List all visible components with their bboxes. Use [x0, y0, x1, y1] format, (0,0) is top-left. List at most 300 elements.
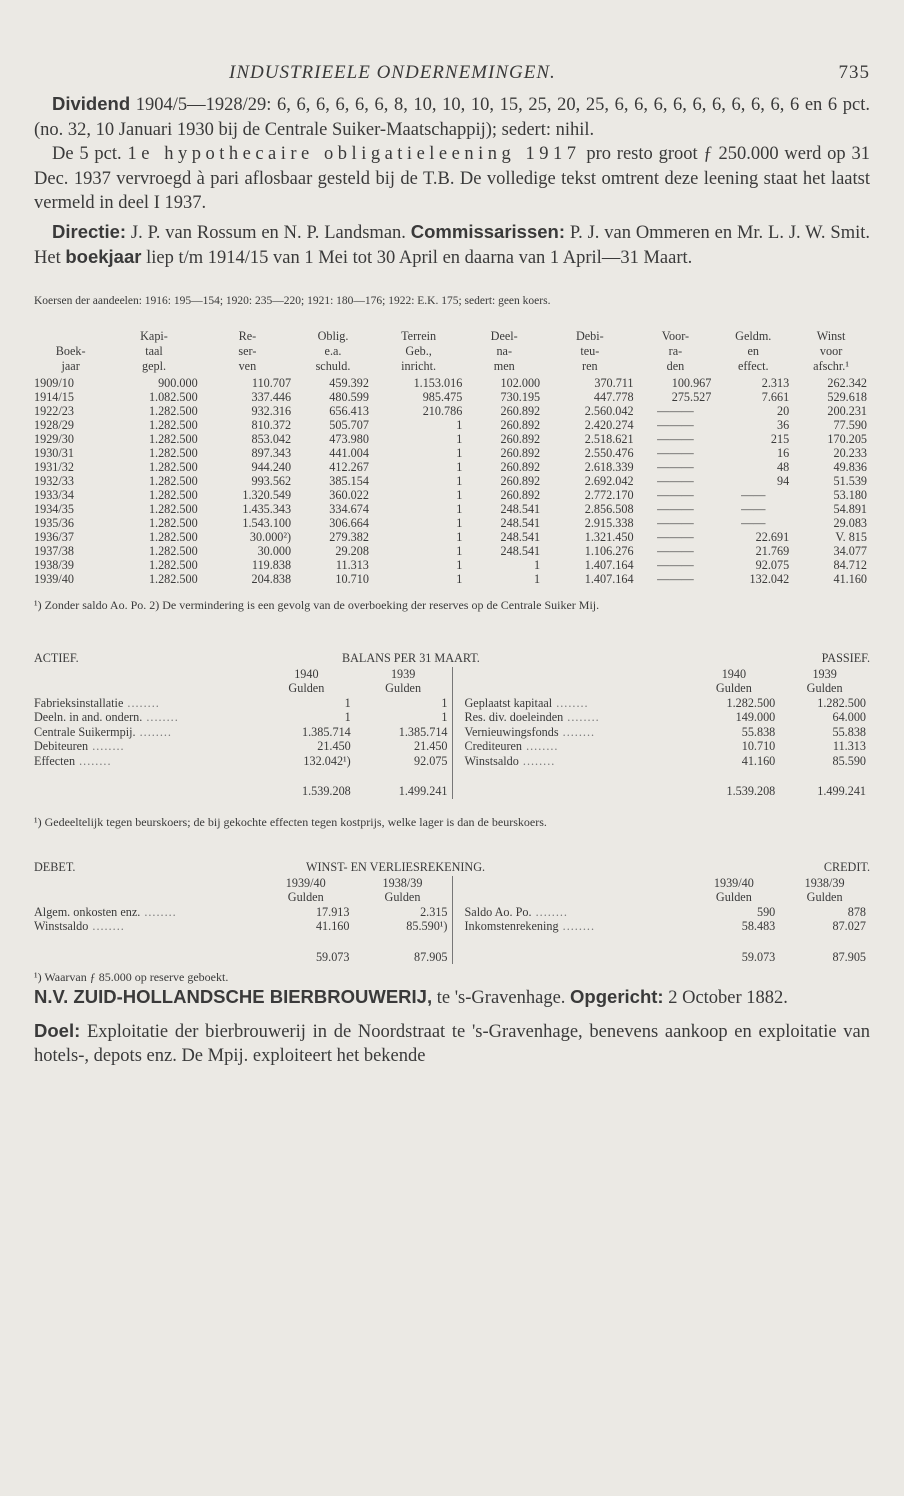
table-cell: 1.282.500 [148, 557, 198, 572]
spacer-cell [465, 876, 689, 891]
table-footnote: ¹) Zonder saldo Ao. Po. 2) De vermindering is een gevolg van de overboeking der reserves op de Centrale Suiker Mij. [34, 597, 600, 612]
table-row [34, 558, 870, 572]
directie-paragraph [34, 220, 870, 271]
ledger-value: 41.160 [741, 753, 776, 768]
ledger-row [34, 739, 452, 754]
lening-paragraph [34, 142, 870, 216]
table-cell: 412.267 [329, 459, 369, 474]
ledger-label: Res. div. doeleinden [464, 710, 564, 724]
table-cell: 1 [456, 529, 463, 544]
credit-side [452, 876, 871, 965]
ledger-label: Centrale Suikermpij. [34, 724, 136, 739]
ledger-label-cell [34, 919, 258, 934]
total-value: 1.539.208 [726, 784, 776, 798]
column-header: voor [819, 343, 843, 358]
year-header: 1938/39 [804, 875, 845, 890]
ledger-row [465, 739, 871, 754]
actief-table [34, 667, 452, 799]
year-header: 1939 [390, 666, 416, 681]
table-cell: 53.180 [833, 487, 867, 502]
table-cell: 210.786 [422, 403, 463, 418]
boekjaar-label: boekjaar [65, 246, 142, 267]
table-cell: 1922/23 [34, 403, 74, 418]
ledger-value: 878 [847, 904, 866, 919]
table-cell: ——— [657, 515, 694, 530]
table-cell: 1909/10 [34, 375, 74, 390]
unit-row [465, 681, 871, 696]
ledger-value: 590 [756, 904, 776, 919]
table-cell: 1929/30 [34, 431, 74, 446]
table-cell: 1.282.500 [148, 501, 198, 516]
year-row [465, 667, 871, 682]
table-cell: ——— [657, 445, 694, 460]
table-cell: 92.075 [755, 557, 790, 572]
table-cell: 459.392 [329, 375, 369, 390]
column-header: e.a. [324, 343, 342, 358]
spacer-cell [34, 890, 258, 905]
table-cell: 1938/39 [34, 557, 74, 572]
opgericht-text: 2 October 1882. [663, 988, 788, 1008]
table-cell: 853.042 [251, 431, 292, 446]
balans-title: BALANS PER 31 MAART. [342, 650, 480, 665]
table-cell: 49.836 [833, 459, 867, 474]
total-row [34, 768, 452, 799]
unit-header: Gulden [715, 890, 752, 904]
table-cell: 20.233 [833, 445, 867, 460]
table-cell: 1.282.500 [148, 417, 198, 432]
column-header: afschr.¹ [813, 358, 849, 373]
column-header: Oblig. [317, 328, 349, 343]
table-cell: 1.435.343 [242, 501, 292, 516]
table-cell: 385.154 [329, 473, 369, 488]
table-cell: 260.892 [500, 403, 541, 418]
spacer-cell [34, 667, 258, 682]
ledger-label-cell [465, 696, 689, 711]
table-header [34, 329, 870, 374]
column-header: taal [145, 343, 163, 358]
table-cell: ——— [657, 487, 694, 502]
column-header: Boek- [55, 343, 86, 358]
ledger-value: 1.385.714 [302, 724, 351, 739]
total-value: 1.539.208 [302, 784, 351, 798]
year-row [34, 876, 452, 891]
ledger-row [465, 754, 871, 769]
table-row [34, 374, 870, 390]
company-name: N.V. ZUID-HOLLANDSCHE BIERBROUWERIJ, [34, 986, 433, 1007]
table-cell: 36 [776, 417, 790, 432]
leader-dots: ........ [563, 710, 600, 724]
leader-dots: ........ [135, 724, 172, 739]
doel-paragraph [34, 1019, 870, 1069]
table-cell: 1.321.450 [584, 529, 634, 544]
table-cell: 480.599 [329, 389, 369, 404]
credit-title: CREDIT. [823, 859, 870, 874]
ledger-value: 85.590¹) [406, 919, 448, 933]
zuid-paragraph [34, 985, 870, 1011]
table-cell: 260.892 [500, 431, 541, 446]
column-header: ser- [238, 343, 257, 358]
table-row [34, 488, 870, 502]
table-cell: 1939/40 [34, 571, 74, 586]
koersen-line: Koersen der aandeelen: 1916: 195—154; 1920: 235—220; 1921: 180—176; 1922: E.K. 175; sedert: geen koers. [34, 294, 551, 307]
winst-title: WINST- EN VERLIESREKENING. [306, 859, 486, 874]
spacer-cell [465, 934, 689, 965]
table-cell: 944.240 [251, 459, 292, 474]
table-cell: 7.661 [761, 389, 790, 404]
table-cell: 1.282.500 [148, 529, 198, 544]
table-cell: 260.892 [500, 473, 541, 488]
ledger-label-cell [465, 710, 689, 725]
table-cell: ——— [657, 529, 694, 544]
ledger-value: 41.160 [315, 919, 350, 933]
year-row [34, 667, 452, 682]
column-header: ven [238, 358, 257, 373]
spacer-cell [465, 890, 689, 905]
total-row [34, 934, 452, 965]
unit-row [465, 890, 871, 905]
table-cell: 54.891 [833, 501, 867, 516]
ledger-value: 1.282.500 [817, 695, 866, 710]
table-body [34, 374, 870, 586]
table-cell: 260.892 [500, 459, 541, 474]
leader-dots: ........ [140, 904, 177, 919]
spacer-cell [465, 681, 689, 696]
doel-text: Exploitatie der bierbrouwerij in de Noordstraat te 's-Gravenhage, benevens aankoop en exploitatie van hotels-, depots enz. De Mpij. exploiteert het bekende [34, 1021, 870, 1066]
column-header: Kapi- [140, 328, 168, 343]
table-cell: 1 [456, 487, 463, 502]
section-title: INDUSTRIEELE ONDERNEMINGEN. [229, 62, 556, 83]
table-row [34, 516, 870, 530]
column-header: ren [582, 358, 598, 373]
ledger-label: Debiteuren [34, 739, 89, 753]
table-cell: 51.539 [833, 473, 867, 488]
table-cell: 1.282.500 [148, 403, 198, 418]
ledger-label: Saldo Ao. Po. [464, 904, 532, 919]
table-cell: 473.980 [329, 431, 369, 446]
company-location: te 's-Gravenhage. [432, 988, 571, 1008]
table-cell: 1935/36 [34, 515, 74, 530]
actief-title: ACTIEF. [34, 650, 79, 665]
ledger-label: Effecten [34, 753, 76, 768]
directie-label: Directie: [52, 220, 127, 242]
table-row [34, 474, 870, 488]
ledger-row [34, 725, 452, 740]
passief-table [465, 667, 871, 799]
column-header: en [747, 343, 759, 358]
commissarissen-names: P. J. van Ommeren en Mr. L. J. W. Smit. Het [34, 222, 870, 268]
unit-header: Gulden [806, 681, 843, 695]
table-row [34, 572, 870, 586]
column-header: Geb., [405, 343, 432, 358]
table-cell: 29.083 [833, 515, 867, 530]
table-cell: 1.282.500 [148, 473, 198, 488]
ledger-row [34, 710, 452, 725]
column-header: ra- [668, 343, 683, 358]
column-header: inricht. [401, 358, 437, 373]
table-cell: 215 [770, 431, 790, 446]
leader-dots: ........ [558, 724, 596, 739]
table-cell: 1.407.164 [584, 557, 634, 572]
column-header: Re- [238, 328, 257, 343]
ledger-value: 1 [344, 695, 351, 710]
table-cell: 20 [776, 403, 790, 418]
column-header: schuld. [315, 358, 351, 373]
ledger-value: 149.000 [735, 710, 776, 724]
table-cell: 337.446 [251, 389, 292, 404]
table-cell: 985.475 [422, 389, 463, 404]
table-cell: 100.967 [671, 375, 712, 390]
table-cell: 1934/35 [34, 501, 74, 516]
year-header: 1939 [812, 666, 837, 681]
passief-side [452, 667, 871, 799]
leader-dots: ........ [123, 695, 160, 710]
table-cell: ——— [657, 459, 694, 474]
spacer-cell [465, 667, 689, 682]
ledger-value: 11.313 [832, 739, 866, 753]
dividend-text: 1904/5—1928/29: 6, 6, 6, 6, 6, 6, 8, 10, 10, 10, 15, 25, 20, 25, 6, 6, 6, 6, 6, 6, 6, 6, 6, 6 en 6 pct. (no. 32, 10 Januari 1930 bij de Centrale Suiker-Maatschappij); sedert: nihil. [34, 95, 870, 140]
table-cell: V. 815 [835, 529, 867, 544]
table-cell: 1.282.500 [148, 515, 198, 530]
actief-side [34, 667, 452, 799]
year-header: 1940 [294, 666, 319, 681]
ledger-value: 1.385.714 [398, 724, 448, 739]
ledger-row [465, 710, 871, 725]
ledger-label-cell [465, 725, 689, 740]
table-cell: 306.664 [329, 515, 369, 530]
total-value: 1.499.241 [398, 784, 448, 798]
total-row [465, 934, 871, 965]
unit-header: Gulden [384, 890, 421, 904]
table-cell: 260.892 [500, 445, 541, 460]
ledger-value: 21.450 [317, 739, 351, 753]
table-cell: 48 [776, 459, 790, 474]
table-cell: 30.000 [257, 543, 292, 558]
column-header: jaar [61, 358, 80, 373]
ledger-label-cell [34, 754, 258, 769]
column-header: Terrein [401, 328, 437, 343]
ledger-label: Vernieuwingsfonds [464, 724, 559, 739]
table-cell: 2.692.042 [584, 473, 634, 488]
ledger-row [465, 905, 871, 920]
total-value: 87.905 [413, 949, 448, 964]
table-cell: 1 [456, 515, 463, 530]
doel-label: Doel: [34, 1019, 81, 1041]
balans-footnote: ¹) Gedeeltelijk tegen beurskoers; de bij gekochte effecten tegen kostprijs, welke lager is dan de beurskoers. [34, 814, 547, 829]
ledger-value: 10.710 [741, 739, 776, 753]
directie-names: J. P. van Rossum en N. P. Landsman. [126, 222, 411, 243]
table-cell: 993.562 [251, 473, 292, 488]
table-cell: 16 [776, 445, 790, 460]
table-cell: 2.856.508 [584, 501, 634, 516]
table-cell: 2.518.621 [584, 431, 634, 446]
table-cell: 260.892 [500, 487, 541, 502]
table-cell: ——— [657, 417, 694, 432]
table-row [34, 432, 870, 446]
table-cell: 1 [456, 473, 463, 488]
ledger-label-cell [465, 739, 689, 754]
table-cell: 260.892 [500, 417, 541, 432]
table-cell: 2.550.476 [584, 445, 634, 460]
table-cell: 1 [456, 417, 463, 432]
table-cell: 2.420.274 [584, 417, 634, 432]
ledger-value: 85.590 [832, 753, 866, 768]
table-cell: 730.195 [500, 389, 541, 404]
ledger-label-cell [34, 725, 258, 740]
table-cell: 1928/29 [34, 417, 74, 432]
unit-header: Gulden [385, 681, 422, 695]
table-cell: —— [741, 487, 766, 502]
leader-dots: ........ [531, 904, 568, 919]
table-cell: ——— [657, 571, 694, 586]
table-cell: ——— [657, 557, 694, 572]
table-row [34, 404, 870, 418]
table-cell: 77.590 [833, 417, 867, 432]
table-cell: 84.712 [833, 557, 867, 572]
table-cell: 441.004 [329, 445, 369, 460]
table-cell: 1933/34 [34, 487, 74, 502]
ledger-value: 58.483 [741, 919, 776, 933]
table-cell: 34.077 [833, 543, 867, 558]
ledger-label: Algem. onkosten enz. [34, 904, 141, 919]
unit-row [34, 890, 452, 905]
commissarissen-label: Commissarissen: [410, 220, 565, 242]
ledger-value: 17.913 [315, 904, 350, 919]
table-cell: 170.205 [827, 431, 867, 446]
table-row [34, 446, 870, 460]
spacer-cell [465, 768, 689, 799]
credit-table [465, 876, 871, 965]
table-cell: 932.316 [251, 403, 292, 418]
table-cell: 1 [534, 571, 541, 586]
column-header: na- [496, 343, 512, 358]
ledger-value: 2.315 [420, 904, 448, 919]
table-cell: 102.000 [500, 375, 541, 390]
column-header: Geldm. [735, 328, 772, 343]
ledger-label: Fabrieksinstallatie [34, 695, 124, 710]
unit-header: Gulden [287, 890, 324, 904]
column-header: den [666, 358, 685, 373]
table-cell: 1.407.164 [584, 571, 634, 586]
table-cell: 1.282.500 [148, 445, 198, 460]
table-cell: 1.282.500 [148, 459, 198, 474]
column-header: teu- [580, 343, 600, 358]
spacer-cell [34, 934, 258, 965]
table-cell: 22.691 [755, 529, 790, 544]
leader-dots: ........ [522, 739, 559, 753]
winst-section [34, 860, 870, 986]
table-cell: 1.543.100 [242, 515, 292, 530]
table-cell: 2.915.338 [584, 515, 634, 530]
page-number: 735 [838, 62, 870, 83]
page [34, 58, 870, 1069]
table-cell: 1 [456, 543, 463, 558]
table-row [34, 530, 870, 544]
ledger-value: 21.450 [413, 739, 448, 753]
debet-title: DEBET. [34, 859, 76, 874]
leader-dots: ........ [88, 919, 125, 933]
passief-title: PASSIEF. [821, 650, 870, 665]
total-value: 59.073 [741, 949, 776, 964]
leader-dots: ........ [552, 695, 589, 710]
table-cell: 29.208 [335, 543, 369, 558]
table-cell: 1 [456, 431, 463, 446]
ledger-value: 1 [441, 695, 448, 710]
table-cell: 900.000 [158, 375, 198, 390]
table-cell: 132.042 [749, 571, 790, 586]
opgericht-label: Opgericht: [570, 986, 664, 1007]
table-cell: 2.772.170 [584, 487, 634, 502]
table-cell: 248.541 [500, 543, 541, 558]
ledger-row [465, 725, 871, 740]
leader-dots: ........ [518, 753, 556, 768]
ledger-label-cell [34, 905, 258, 920]
table-cell: 1.282.500 [148, 543, 198, 558]
table-cell: —— [741, 515, 766, 530]
lening-title: 1e hypothecaire obligatieleening 1917 [127, 144, 581, 164]
table-cell: ——— [657, 473, 694, 488]
unit-header: Gulden [806, 890, 843, 904]
ledger-label: Winstsaldo [464, 753, 519, 768]
table-cell: 529.618 [827, 389, 867, 404]
table-cell: 370.711 [594, 375, 634, 390]
table-cell: ——— [657, 543, 694, 558]
header-row [34, 359, 870, 374]
table-cell: 1.282.500 [148, 487, 198, 502]
year-row [465, 876, 871, 891]
ledger-label-cell [34, 696, 258, 711]
table-cell: 21.769 [755, 543, 790, 558]
ledger-value: 87.027 [832, 919, 866, 933]
ledger-label-cell [465, 754, 689, 769]
balans-section [34, 651, 870, 830]
column-header: Winst [816, 328, 846, 343]
table-cell: 1.153.016 [413, 375, 463, 390]
table-cell: 1914/15 [34, 389, 74, 404]
ledger-row [465, 919, 871, 934]
ledger-row [34, 754, 452, 769]
table-cell: 447.778 [593, 389, 634, 404]
ledger-label-cell [465, 919, 689, 934]
table-cell: 505.707 [329, 417, 369, 432]
lening-pre: De 5 pct. [52, 144, 128, 164]
dividend-label: Dividend [52, 93, 131, 114]
unit-row [34, 681, 452, 696]
ledger-value: 92.075 [413, 753, 448, 768]
table-cell: 1936/37 [34, 529, 74, 544]
ledger-label: Inkomstenrekening [464, 919, 559, 933]
table-cell: 10.710 [335, 571, 369, 586]
column-header: gepl. [141, 358, 166, 373]
total-row [465, 768, 871, 799]
leader-dots: ........ [75, 753, 112, 768]
year-header: 1938/39 [382, 875, 423, 890]
table-cell: 1.082.500 [148, 389, 198, 404]
table-cell: 1 [456, 459, 463, 474]
debet-table [34, 876, 452, 965]
header-row [34, 344, 870, 359]
dividend-paragraph [34, 92, 870, 142]
table-cell: 360.022 [329, 487, 369, 502]
ledger-label-cell [34, 710, 258, 725]
table-cell: 1.282.500 [148, 431, 198, 446]
table-cell: 248.541 [500, 501, 541, 516]
column-header: Voor- [661, 328, 690, 343]
table-row [34, 460, 870, 474]
total-value: 1.499.241 [817, 784, 866, 798]
column-header: effect. [737, 358, 769, 373]
ledger-row [34, 905, 452, 920]
table-cell: 1.320.549 [242, 487, 292, 502]
